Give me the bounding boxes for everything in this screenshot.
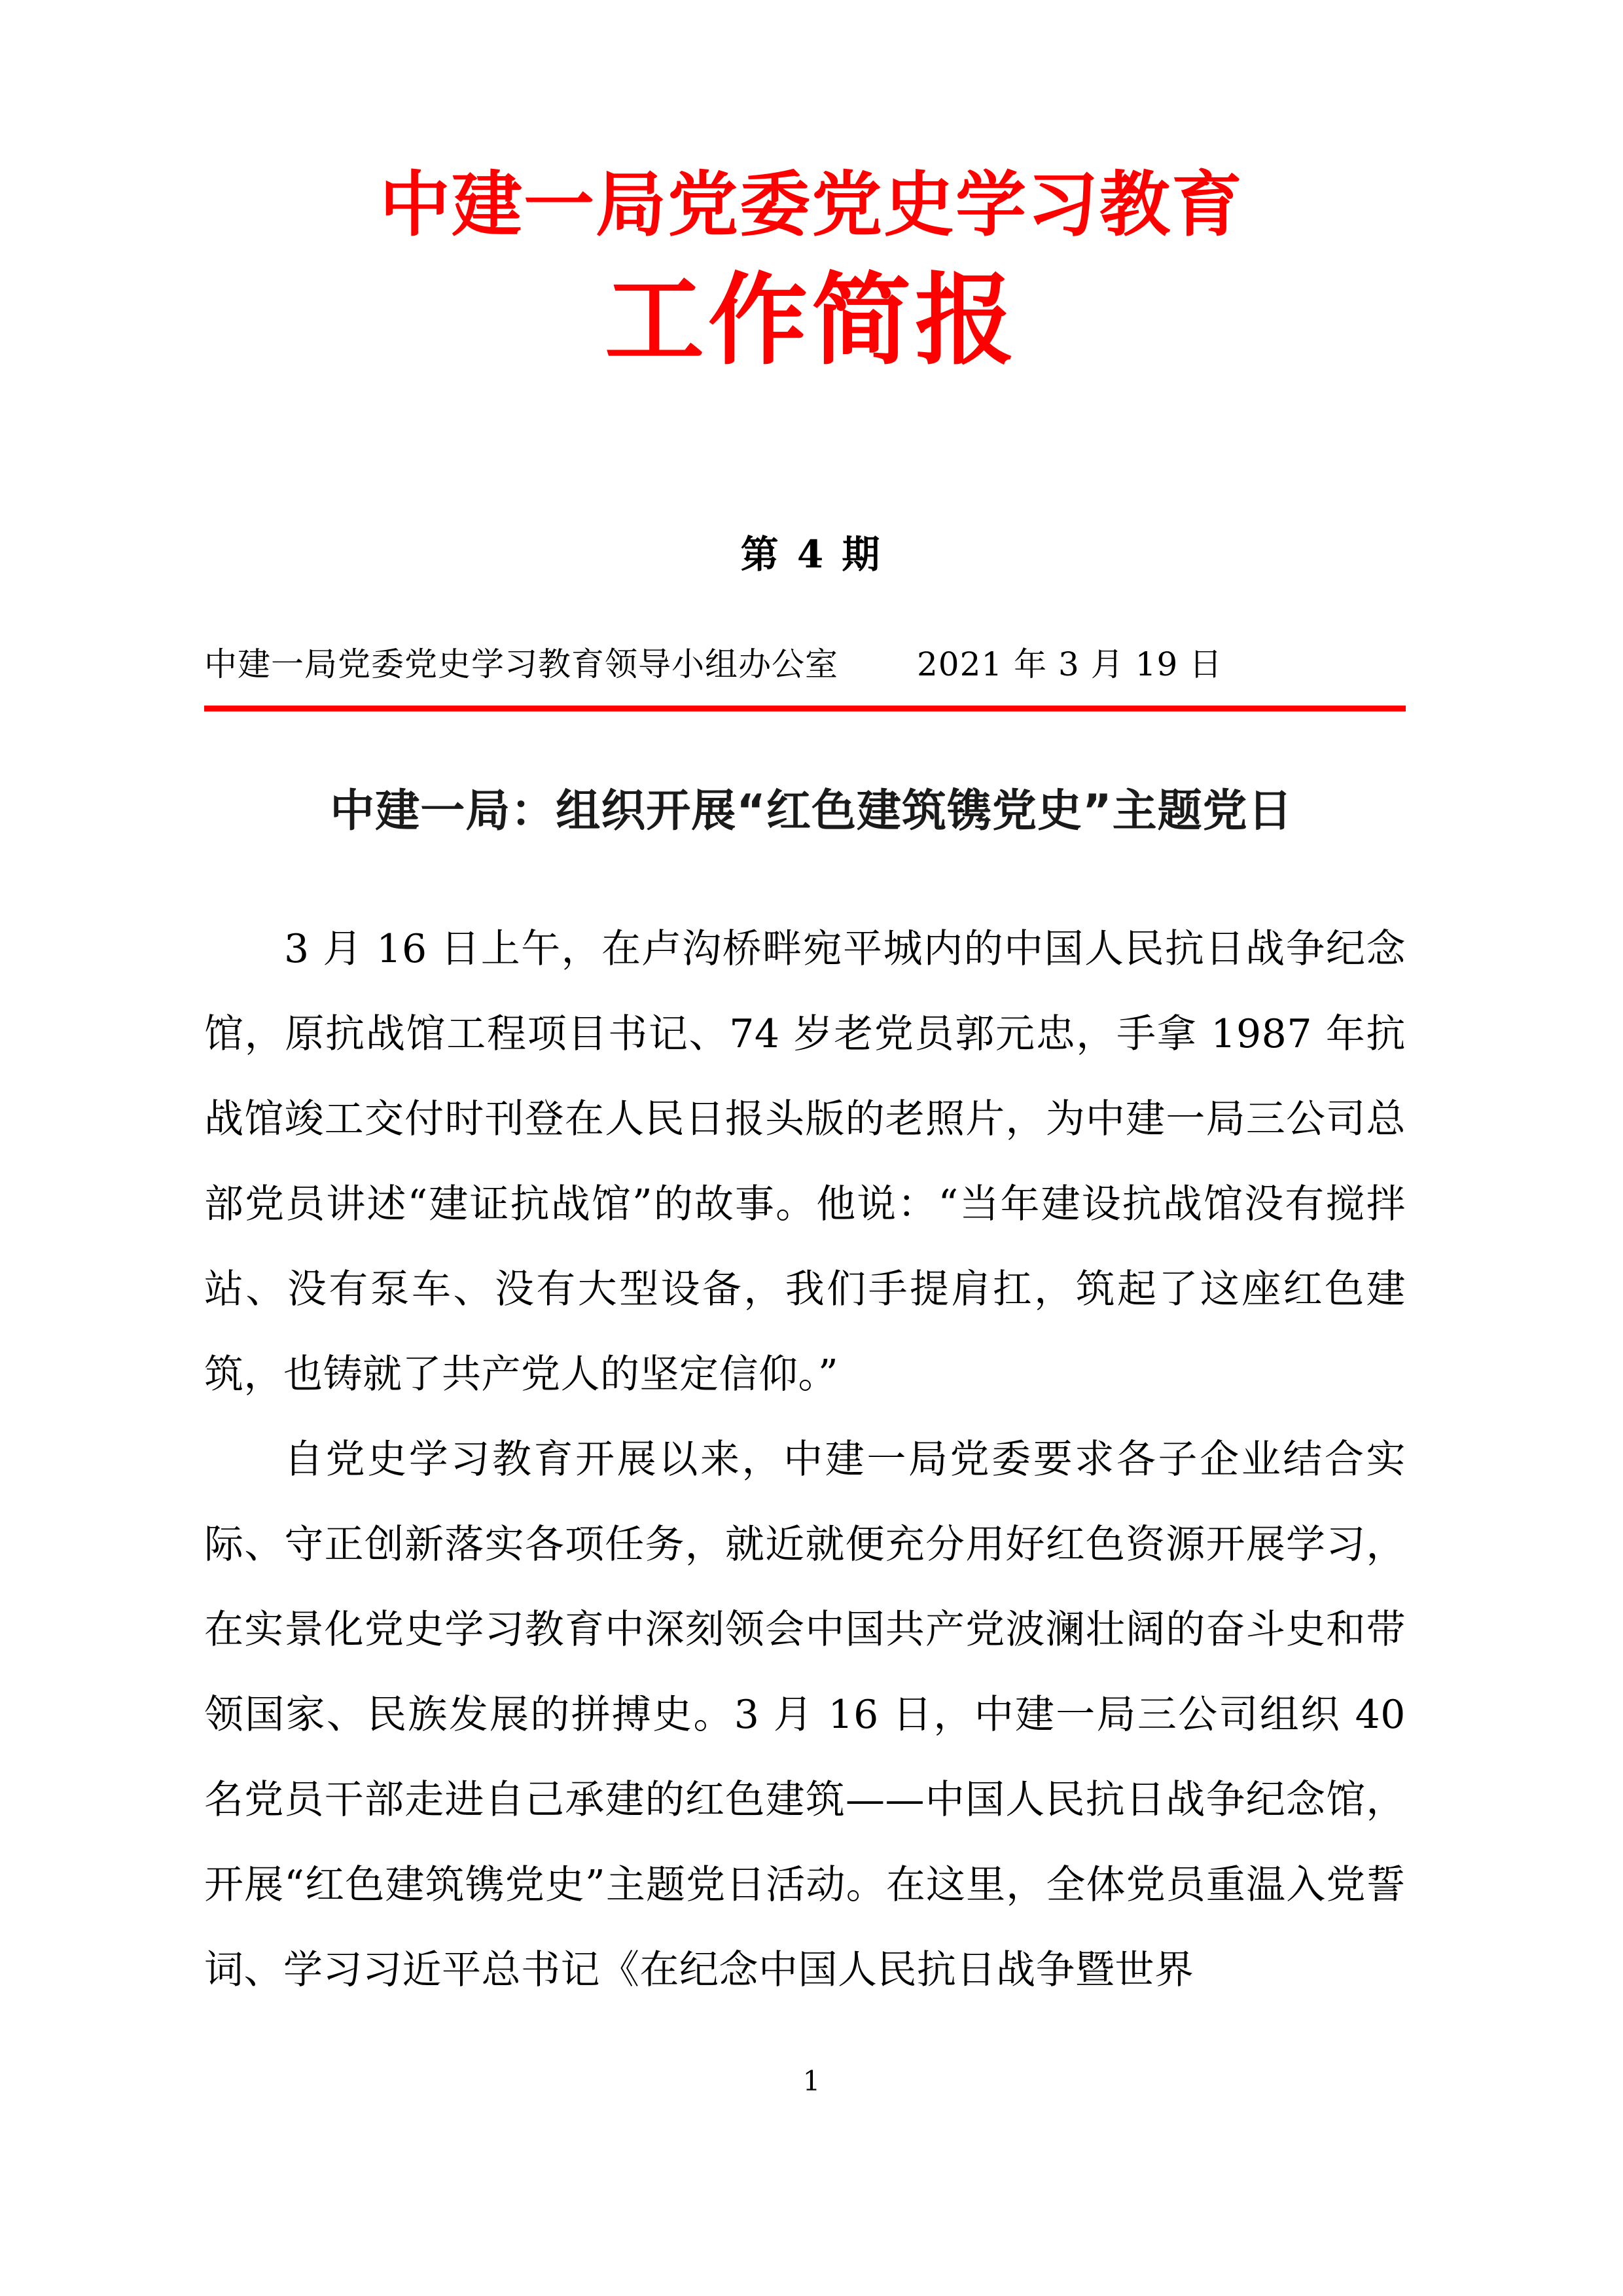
page-number: 1 (802, 2065, 821, 2097)
origin-line (204, 638, 1406, 685)
masthead (0, 164, 1623, 386)
issuing-office: 中建一局党委党史学习教育领导小组办公室 (204, 645, 838, 683)
red-separator-rule (204, 706, 1406, 711)
article-paragraph: 3 月 16 日上午，在卢沟桥畔宛平城内的中国人民抗日战争纪念馆，原抗战馆工程项目书记、74 岁老党员郭元忠，手拿 1987 年抗战馆竣工交付时刊登在人民日报头版的老照片，为中建一局三公司总部党员讲述“建证抗战馆”的故事。他说：“当年建设抗战馆没有搅拌站、没有泵车、没有大型设备，我们手提肩扛，筑起了这座红色建筑，也铸就了共产党人的坚定信仰。” (204, 926, 1406, 1397)
publication-date: 2021 年 3 月 19 日 (917, 645, 1223, 683)
issue-number: 第 4 期 (740, 532, 883, 577)
masthead-title-line2: 工作简报 (605, 262, 1018, 379)
article-body (204, 906, 1406, 2013)
masthead-title-line1: 中建一局党委党史学习教育 (379, 164, 1243, 246)
article-paragraph: 自党史学习教育开展以来，中建一局党委要求各子企业结合实际、守正创新落实各项任务，就近就便充分用好红色资源开展学习，在实景化党史学习教育中深刻领会中国共产党波澜壮阔的奋斗史和带领国家、民族发展的拼搏史。3 月 16 日，中建一局三公司组织 40 名党员干部走进自己承建的红色建筑——中国人民抗日战争纪念馆，开展“红色建筑镌党史”主题党日活动。在这里，全体党员重温入党誓词、学习习近平总书记《在纪念中国人民抗日战争暨世界 (204, 1437, 1406, 1993)
article-heading: 中建一局：组织开展“红色建筑镌党史”主题党日 (330, 785, 1293, 837)
